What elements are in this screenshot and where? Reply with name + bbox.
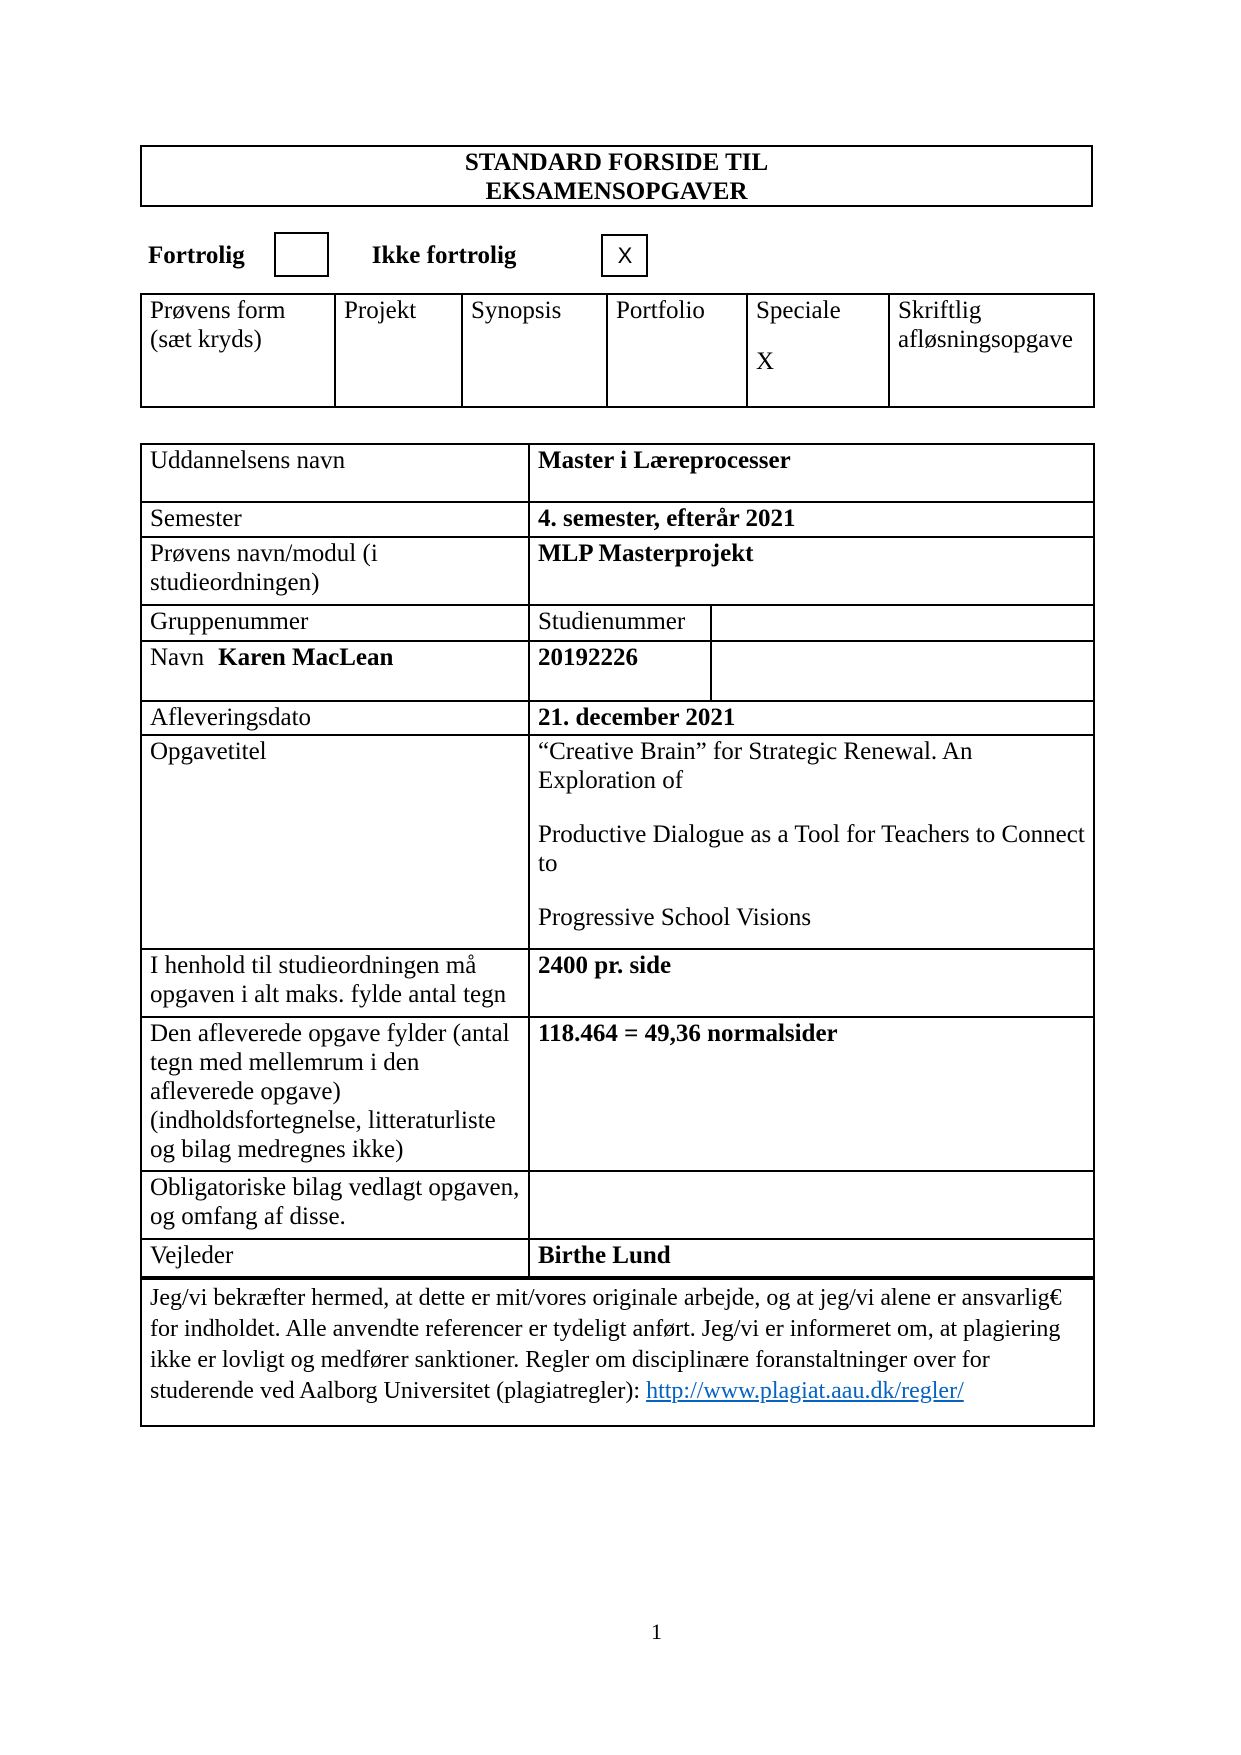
exam-form-label: Prøvens form (sæt kryds) bbox=[150, 297, 286, 353]
bilag-value-cell bbox=[529, 1171, 1094, 1239]
opgave-fylder-label: Den afleverede opgave fylder (antal tegn med mellemrum i den afleverede opgave) (indholdsfortegnelse, litteraturliste og bilag medregnes ikke) bbox=[150, 1020, 510, 1163]
row-gruppenummer bbox=[141, 605, 1094, 641]
opgavetitel-line-3: Progressive School Visions bbox=[538, 904, 812, 931]
opgavetitel-line-2: Productive Dialogue as a Tool for Teachers to Connect to bbox=[538, 821, 1085, 877]
navn-extra-cell bbox=[711, 641, 1094, 701]
maks-tegn-value-cell bbox=[529, 949, 1094, 1017]
exam-form-label-cell bbox=[141, 294, 335, 407]
semester-label: Semester bbox=[150, 505, 242, 532]
uddannelse-label: Uddannelsens navn bbox=[150, 447, 346, 474]
row-navn bbox=[141, 641, 1094, 701]
gruppenummer-label-cell bbox=[141, 605, 529, 641]
declaration-text: Jeg/vi bekræfter hermed, at dette er mit/vores originale arbejde, og at jeg/vi alene er ansvarlig€ for indholdet. Alle anvendte referencer er tydeligt anført. Jeg/vi er informeret om, at plagiering ikke er lovligt og medfører sanktioner. Regler om disciplinære foranstaltninger over for studerende ved Aalborg Universitet (plagiatregler): bbox=[150, 1285, 1062, 1404]
studienummer-header: Studienummer bbox=[538, 608, 686, 635]
modul-value: MLP Masterprojekt bbox=[538, 540, 754, 567]
page-number: 1 bbox=[651, 1619, 662, 1644]
option-synopsis-mark bbox=[471, 347, 598, 376]
option-skriftlig-mark bbox=[898, 376, 1085, 405]
row-declaration bbox=[141, 1278, 1094, 1426]
row-modul bbox=[141, 537, 1094, 605]
row-afleveringsdato bbox=[141, 701, 1094, 735]
gruppenummer-label: Gruppenummer bbox=[150, 608, 309, 635]
row-uddannelse bbox=[141, 444, 1094, 502]
modul-label-cell bbox=[141, 537, 529, 605]
vejleder-label-cell bbox=[141, 1239, 529, 1278]
main-info-table bbox=[140, 443, 1095, 1427]
option-portfolio-mark bbox=[616, 347, 738, 376]
opgave-fylder-value-cell bbox=[529, 1017, 1094, 1171]
opgavetitel-label: Opgavetitel bbox=[150, 738, 267, 765]
option-projekt-label: Projekt bbox=[344, 297, 417, 324]
document-content bbox=[140, 145, 1093, 1427]
opgave-fylder-label-cell bbox=[141, 1017, 529, 1171]
row-vejleder bbox=[141, 1239, 1094, 1278]
bilag-label: Obligatoriske bilag vedlagt opgaven, og omfang af disse. bbox=[150, 1174, 520, 1230]
maks-tegn-label: I henhold til studieordningen må opgaven i alt maks. fylde antal tegn bbox=[150, 952, 507, 1008]
semester-label-cell bbox=[141, 502, 529, 537]
navn-label-cell bbox=[141, 641, 529, 701]
ikke-fortrolig-checkbox[interactable] bbox=[601, 234, 648, 277]
option-speciale-mark: X bbox=[756, 348, 775, 375]
row-opgave-fylder bbox=[141, 1017, 1094, 1171]
title-line-2: EKSAMENSOPGAVER bbox=[485, 178, 748, 205]
exam-form-option-speciale[interactable] bbox=[747, 294, 889, 407]
declaration-cell bbox=[141, 1278, 1094, 1426]
afleveringsdato-value: 21. december 2021 bbox=[538, 704, 736, 731]
maks-tegn-label-cell bbox=[141, 949, 529, 1017]
uddannelse-value-cell bbox=[529, 444, 1094, 502]
title-box bbox=[140, 145, 1093, 207]
title-line-1: STANDARD FORSIDE TIL bbox=[464, 149, 769, 176]
studienummer-value-cell bbox=[529, 641, 711, 701]
option-projekt-mark bbox=[344, 347, 453, 376]
maks-tegn-value: 2400 pr. side bbox=[538, 952, 672, 979]
studienummer-value: 20192226 bbox=[538, 644, 638, 671]
ikke-fortrolig-label: Ikke fortrolig bbox=[371, 242, 517, 269]
semester-value-cell bbox=[529, 502, 1094, 537]
afleveringsdato-label-cell bbox=[141, 701, 529, 735]
fortrolig-checkbox[interactable] bbox=[274, 232, 329, 277]
navn-label: Navn bbox=[150, 644, 205, 671]
exam-form-option-portfolio[interactable] bbox=[607, 294, 747, 407]
exam-form-row bbox=[141, 294, 1094, 407]
vejleder-value-cell bbox=[529, 1239, 1094, 1278]
bilag-label-cell bbox=[141, 1171, 529, 1239]
row-opgavetitel bbox=[141, 735, 1094, 949]
gruppenummer-extra-cell bbox=[711, 605, 1094, 641]
opgave-fylder-value: 118.464 = 49,36 normalsider bbox=[538, 1020, 838, 1047]
row-maks-tegn bbox=[141, 949, 1094, 1017]
option-speciale-label: Speciale bbox=[756, 297, 841, 324]
uddannelse-value: Master i Læreprocesser bbox=[538, 447, 791, 474]
modul-value-cell bbox=[529, 537, 1094, 605]
ikke-fortrolig-checkbox-mark: X bbox=[617, 243, 633, 268]
exam-form-option-projekt[interactable] bbox=[335, 294, 462, 407]
option-skriftlig-label: Skriftlig afløsningsopgave bbox=[898, 297, 1073, 353]
row-semester bbox=[141, 502, 1094, 537]
opgavetitel-line-1: “Creative Brain” for Strategic Renewal. An Exploration of bbox=[538, 738, 973, 794]
option-portfolio-label: Portfolio bbox=[616, 297, 705, 324]
fortrolig-label: Fortrolig bbox=[148, 242, 245, 269]
semester-value: 4. semester, efterår 2021 bbox=[538, 505, 796, 532]
opgavetitel-label-cell bbox=[141, 735, 529, 949]
confidentiality-row bbox=[140, 232, 1093, 279]
modul-label: Prøvens navn/modul (i studieordningen) bbox=[150, 540, 378, 596]
opgavetitel-value-cell bbox=[529, 735, 1094, 949]
studienummer-header-cell bbox=[529, 605, 711, 641]
row-bilag bbox=[141, 1171, 1094, 1239]
uddannelse-label-cell bbox=[141, 444, 529, 502]
exam-form-option-skriftlig[interactable] bbox=[889, 294, 1094, 407]
vejleder-value: Birthe Lund bbox=[538, 1242, 671, 1269]
vejleder-label: Vejleder bbox=[150, 1242, 234, 1269]
option-synopsis-label: Synopsis bbox=[471, 297, 562, 324]
afleveringsdato-value-cell bbox=[529, 701, 1094, 735]
plagiarism-rules-link[interactable]: http://www.plagiat.aau.dk/regler/ bbox=[646, 1378, 964, 1404]
exam-form-table bbox=[140, 293, 1095, 408]
exam-form-option-synopsis[interactable] bbox=[462, 294, 607, 407]
student-name: Karen MacLean bbox=[218, 644, 394, 671]
afleveringsdato-label: Afleveringsdato bbox=[150, 704, 312, 731]
